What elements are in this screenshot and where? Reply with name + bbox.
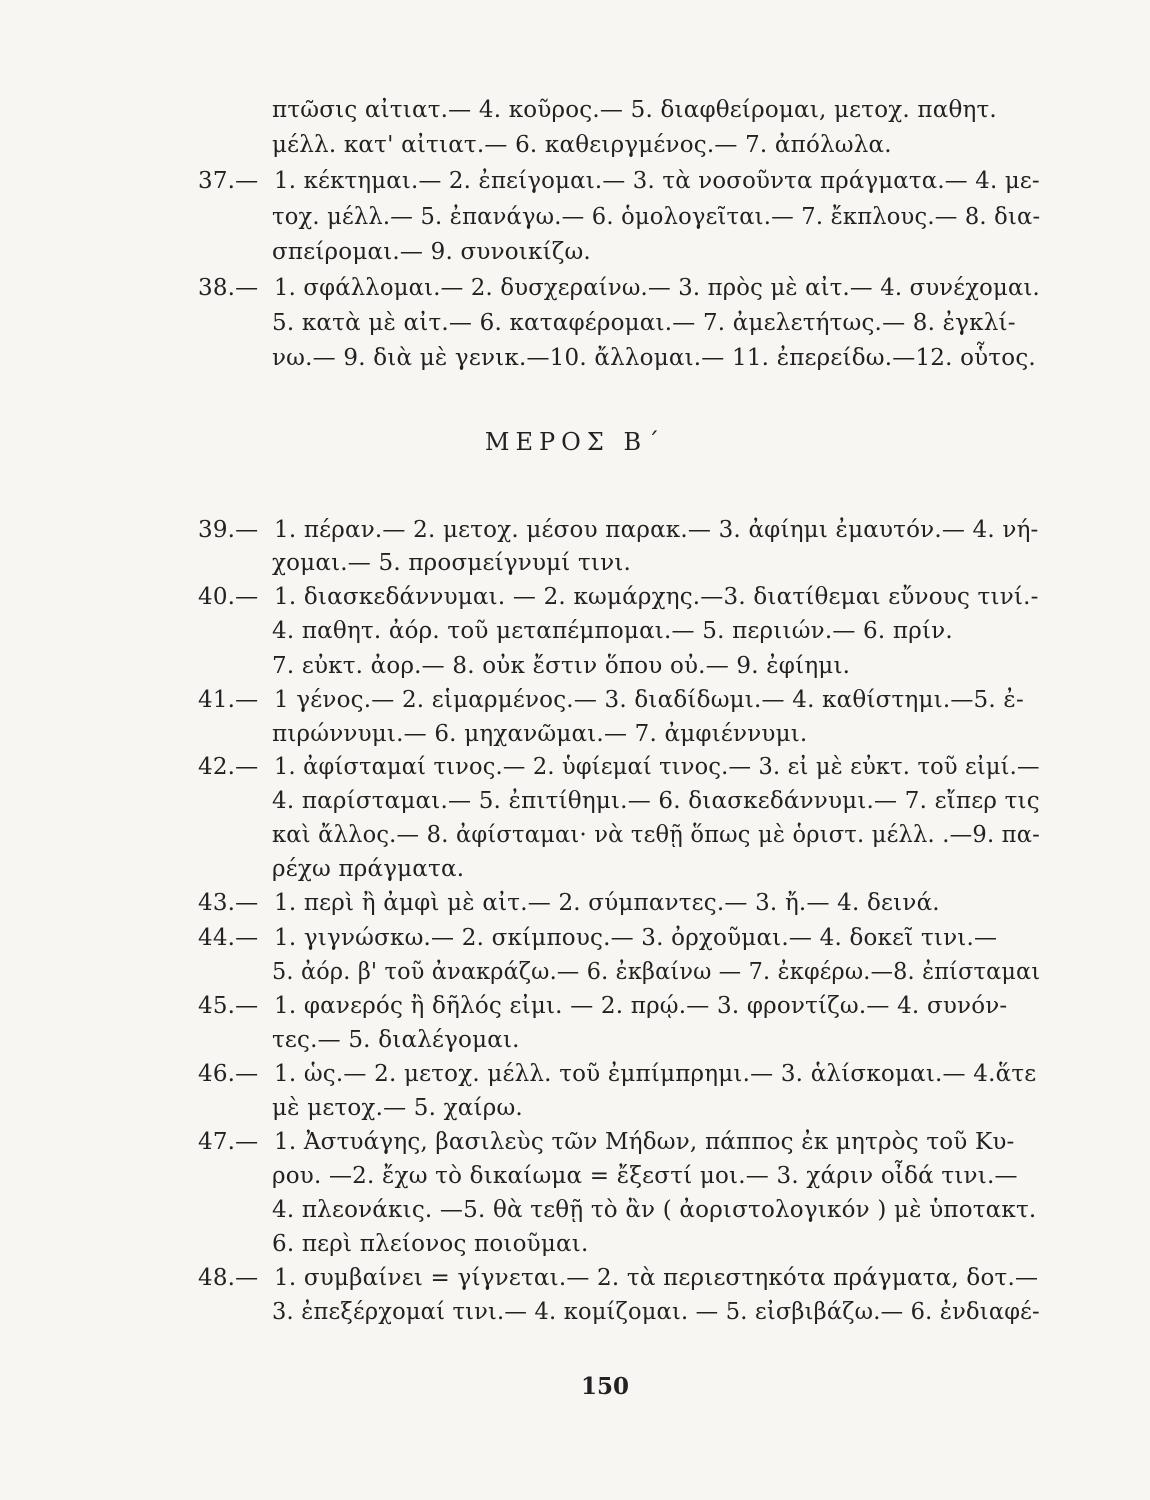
entry-number: 41.— <box>198 687 259 713</box>
entry-number: 47.— <box>198 1129 259 1155</box>
entry-number: 40.— <box>198 584 259 610</box>
entry-number: 39.— <box>198 517 259 543</box>
text-line: ρέχω πράγματα. <box>272 856 465 882</box>
text-line: 4. πλεονάκις. —5. θὰ τεθῇ τὸ ἂν ( ἀοριστολογικόν ) μὲ ὑποτακτ. <box>272 1197 1037 1223</box>
text-line: 1. διασκεδάννυμαι. — 2. κωμάρχης.—3. διατίθεμαι εὔνους τινί.- <box>274 584 1039 610</box>
text-line: 1. Ἀστυάγης, βασιλεὺς τῶν Μήδων, πάππος ἐκ μητρὸς τοῦ Κυ- <box>274 1129 1015 1155</box>
text-line: 1 γένος.— 2. εἱμαρμένος.— 3. διαδίδωμι.— 4. καθίστημι.—5. ἐ- <box>274 687 1024 713</box>
text-line: 1. περὶ ἢ ἀμφὶ μὲ αἰτ.— 2. σύμπαντες.— 3. ἤ.— 4. δεινά. <box>274 890 940 916</box>
text-line: 4. παθητ. ἀόρ. τοῦ μεταπέμπομαι.— 5. περιιών.— 6. πρίν. <box>272 618 953 644</box>
entry-number: 48.— <box>198 1265 259 1291</box>
text-line: τες.— 5. διαλέγομαι. <box>272 1027 520 1053</box>
text-line: 1. ἀφίσταμαί τινος.— 2. ὑφίεμαί τινος.— 3. εἰ μὲ εὐκτ. τοῦ εἰμί.— <box>274 754 1040 780</box>
text-line: 6. περὶ πλείονος ποιοῦμαι. <box>272 1231 589 1257</box>
text-line: 1. ὡς.— 2. μετοχ. μέλλ. τοῦ ἐμπίμπρημι.— 3. ἁλίσκομαι.— 4.ἅτε <box>274 1061 1037 1087</box>
page-number: 150 <box>580 1373 629 1400</box>
text-line: 1. πέραν.— 2. μετοχ. μέσου παρακ.— 3. ἀφίημι ἐμαυτόν.— 4. νή- <box>274 517 1039 543</box>
entry-number: 43.— <box>198 890 259 916</box>
text-line: 1. γιγνώσκω.— 2. σκίμπους.— 3. ὀρχοῦμαι.— 4. δοκεῖ τινι.— <box>274 925 998 951</box>
entry-number: 42.— <box>198 754 259 780</box>
text-line: καὶ ἄλλος.— 8. ἀφίσταμαι· νὰ τεθῇ ὅπως μὲ ὁριστ. μέλλ. .—9. πα- <box>272 822 1040 848</box>
entry-number: 37.— <box>198 168 259 194</box>
entry-number: 38.— <box>198 275 259 301</box>
text-line: 3. ἐπεξέρχομαί τινι.— 4. κομίζομαι. — 5. εἰσβιβάζω.— 6. ἐνδιαφέ- <box>272 1299 1040 1325</box>
text-line: 4. παρίσταμαι.— 5. ἐπιτίθημι.— 6. διασκεδάννυμι.— 7. εἴπερ τις <box>272 788 1040 814</box>
entry-number: 45.— <box>198 993 259 1019</box>
text-line: τοχ. μέλλ.— 5. ἐπανάγω.— 6. ὁμολογεῖται.— 7. ἔκπλους.— 8. δια- <box>272 204 1041 230</box>
text-line: μὲ μετοχ.— 5. χαίρω. <box>272 1095 523 1121</box>
text-line: 5. ἀόρ. β' τοῦ ἀνακράζω.— 6. ἐκβαίνω — 7. ἐκφέρω.—8. ἐπίσταμαι <box>272 959 1041 985</box>
section-heading: ΜΕΡΟΣ Β΄ <box>484 428 666 456</box>
text-line: ρου. —2. ἔχω τὸ δικαίωμα = ἔξεστί μοι.— 3. χάριν οἶδά τινι.— <box>272 1163 1018 1189</box>
entry-number: 46.— <box>198 1061 259 1087</box>
text-line: 1. συμβαίνει = γίγνεται.— 2. τὰ περιεστηκότα πράγματα, δοτ.— <box>274 1265 1039 1291</box>
text-line: σπείρομαι.— 9. συνοικίζω. <box>272 239 591 265</box>
entry-number: 44.— <box>198 925 259 951</box>
text-line: νω.— 9. διὰ μὲ γενικ.—10. ἄλλομαι.— 11. ἐπερείδω.—12. οὗτος. <box>272 345 1036 371</box>
text-line: 1. φανερός ἢ δῆλός εἰμι. — 2. πρῴ.— 3. φροντίζω.— 4. συνόν- <box>274 993 1008 1019</box>
text-line: 5. κατὰ μὲ αἰτ.— 6. καταφέρομαι.— 7. ἀμελετήτως.— 8. ἐγκλί- <box>272 310 1016 336</box>
text-line: πιρώννυμι.— 6. μηχανῶμαι.— 7. ἀμφιέννυμι. <box>272 721 808 747</box>
text-line: χομαι.— 5. προσμείγνυμί τινι. <box>272 550 632 576</box>
text-line: 1. σφάλλομαι.— 2. δυσχεραίνω.— 3. πρὸς μὲ αἰτ.— 4. συνέχομαι. <box>274 275 1040 301</box>
text-line: 7. εὐκτ. ἀορ.— 8. οὐκ ἔστιν ὅπου οὐ.— 9. ἐφίημι. <box>272 653 851 679</box>
text-line: 1. κέκτημαι.— 2. ἐπείγομαι.— 3. τὰ νοσοῦντα πράγματα.— 4. με- <box>274 168 1040 194</box>
text-line: μέλλ. κατ' αἰτιατ.— 6. καθειργμένος.— 7. ἀπόλωλα. <box>272 132 892 158</box>
text-line: πτῶσις αἰτιατ.— 4. κοῦρος.— 5. διαφθείρομαι, μετοχ. παθητ. <box>272 97 997 123</box>
